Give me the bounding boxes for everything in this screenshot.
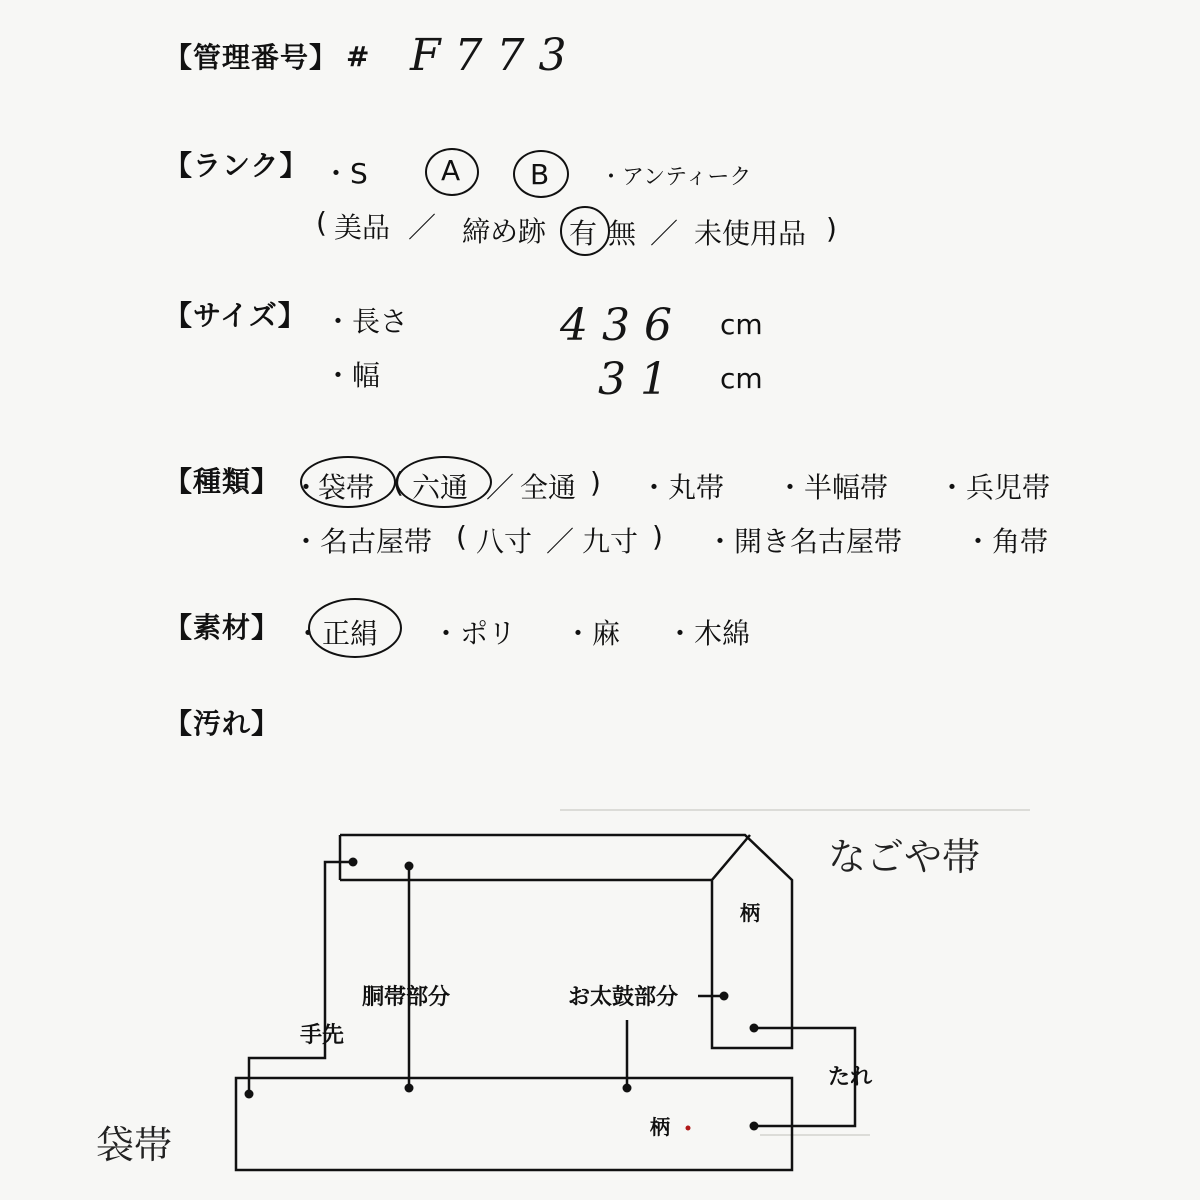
type-nagoya-slash: ／ xyxy=(546,525,575,558)
hash-symbol: # xyxy=(346,40,371,73)
management-number-value: F773 xyxy=(410,30,581,81)
diagram-gara-bottom: 柄 xyxy=(650,1115,670,1139)
diagram-tare-label: たれ xyxy=(828,1065,873,1090)
condition-beauty: 美品 xyxy=(334,211,391,244)
type-paren-open: ( xyxy=(393,466,404,499)
size-width-unit: cm xyxy=(720,362,763,395)
type-fukuro-obi: 袋帯 xyxy=(318,471,375,504)
size-length-label: ・長さ xyxy=(324,305,409,338)
type-bullet: ・ xyxy=(292,471,321,504)
condition-paren-open: ( xyxy=(316,206,327,239)
type-heko-obi: ・兵児帯 xyxy=(938,471,1051,504)
type-label: 【種類】 xyxy=(164,465,281,498)
fukuro-obi-outline xyxy=(236,1078,792,1170)
rank-option-s: ・S xyxy=(322,157,368,190)
rank-option-b: B xyxy=(530,158,550,191)
type-paren-close: ) xyxy=(590,466,601,499)
size-width-label: ・幅 xyxy=(324,359,381,392)
size-length-value: 436 xyxy=(560,300,686,351)
rank-label: 【ランク】 xyxy=(164,149,309,182)
type-hanhaba-obi: ・半幅帯 xyxy=(776,471,889,504)
material-cotton: ・木綿 xyxy=(666,617,751,650)
type-kaku-obi: ・角帯 xyxy=(964,525,1049,558)
diagram-tesaki-label: 手先 xyxy=(300,1023,345,1048)
condition-yes: 有 xyxy=(569,217,598,250)
diagram-dobu-label: 胴帯部分 xyxy=(362,985,451,1010)
marker-dots xyxy=(245,858,759,1131)
diagram-fukuro-obi-title: 袋帯 xyxy=(96,1123,173,1167)
tesaki-dot-bottom xyxy=(245,1090,254,1099)
tare-dot-top xyxy=(750,1024,759,1033)
condition-no: 無 xyxy=(608,217,637,250)
size-label: 【サイズ】 xyxy=(164,299,307,332)
rank-option-a: A xyxy=(441,154,461,187)
dobu-dot-top xyxy=(405,862,414,871)
material-silk: 正絹 xyxy=(322,617,379,650)
condition-unused: 未使用品 xyxy=(694,217,807,250)
condition-paren-close: ) xyxy=(826,212,837,245)
stain-red-mark xyxy=(686,1126,691,1131)
dobu-dot-bottom xyxy=(405,1084,414,1093)
otaiko-dot-bottom xyxy=(623,1084,632,1093)
type-nagoya-paren-close: ) xyxy=(652,520,663,553)
material-poly: ・ポリ xyxy=(432,617,517,650)
stain-label: 【汚れ】 xyxy=(164,707,281,740)
type-rokutsu: 六通 xyxy=(412,471,469,504)
diagram-gara-top: 柄 xyxy=(740,901,760,925)
otaiko-dot-top xyxy=(720,992,729,1001)
condition-slash-2: ／ xyxy=(650,217,679,250)
type-slash: ／ xyxy=(486,471,515,504)
type-hassun: 八寸 xyxy=(476,525,533,558)
type-maru-obi: ・丸帯 xyxy=(640,471,725,504)
diagram-nagoya-obi-title: なごや帯 xyxy=(828,835,981,879)
rank-option-antique: ・アンティーク xyxy=(600,165,752,190)
tesaki-line xyxy=(249,862,353,1094)
condition-slash-1: ／ xyxy=(408,211,437,244)
type-nagoya-paren-open: ( xyxy=(456,520,467,553)
management-number-label: 【管理番号】 xyxy=(164,41,339,74)
material-asa: ・麻 xyxy=(564,617,621,650)
diagram-otaiko-label: お太鼓部分 xyxy=(568,985,679,1010)
type-hiraki-nagoya-obi: ・開き名古屋帯 xyxy=(706,525,903,558)
material-label: 【素材】 xyxy=(164,611,281,644)
type-kyusun: 九寸 xyxy=(582,525,639,558)
type-nagoya-obi: ・名古屋帯 xyxy=(292,525,433,558)
condition-shime-ato: 締め跡 xyxy=(462,215,547,248)
tare-dot-bottom xyxy=(750,1122,759,1131)
callout-lines xyxy=(249,862,855,1126)
tesaki-dot-top xyxy=(349,858,358,867)
material-bullet: ・ xyxy=(294,617,323,650)
type-zentsu: 全通 xyxy=(520,471,577,504)
size-length-unit: cm xyxy=(720,308,763,341)
size-width-value: 31 xyxy=(598,354,682,405)
